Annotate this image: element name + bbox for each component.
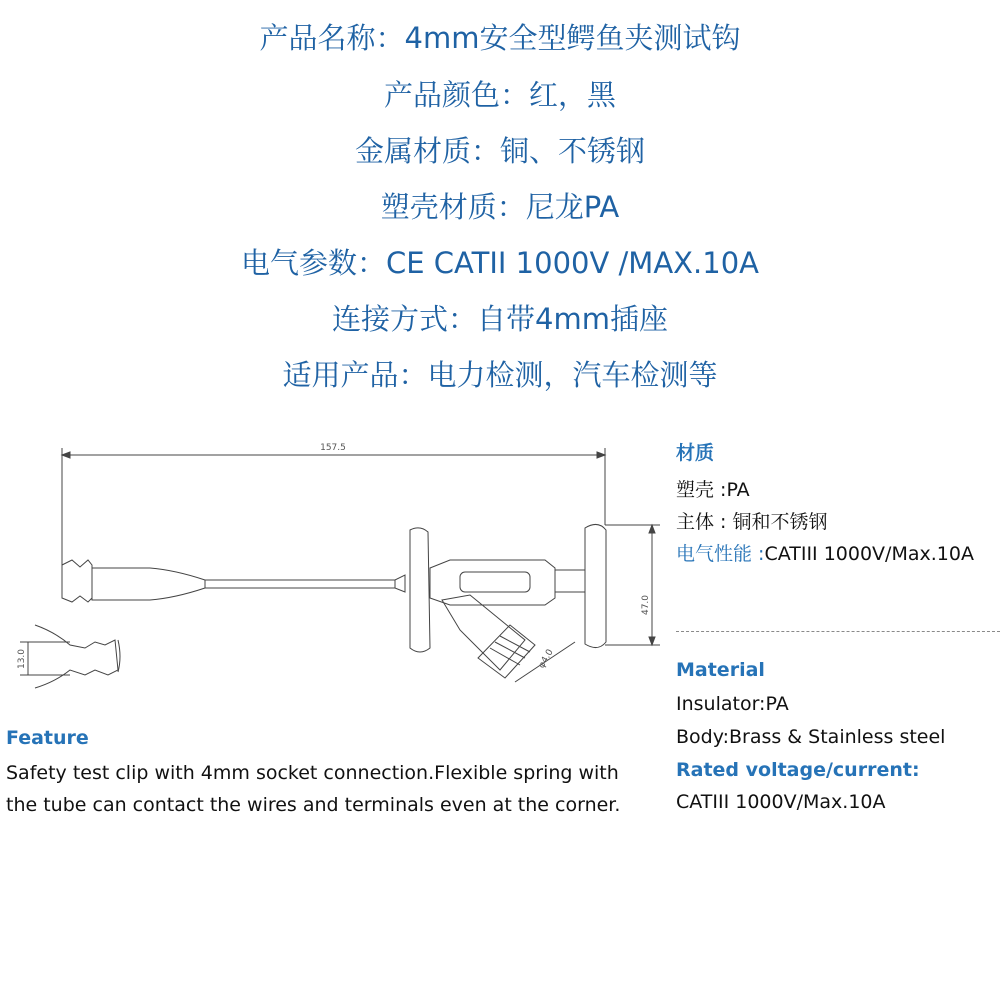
spec-application: 适用产品：电力检测，汽车检测等 (282, 358, 718, 392)
arrow-left (62, 452, 70, 458)
angled-socket (442, 595, 525, 670)
hook-nose (92, 568, 205, 600)
socket-grip (478, 625, 535, 678)
panel-divider (676, 631, 1000, 632)
feature-heading: Feature (6, 727, 89, 749)
en-rating-heading: Rated voltage/current: (676, 759, 920, 781)
arrow-right (597, 452, 605, 458)
socket-ridge-2 (495, 642, 525, 658)
spec-shell-material: 塑壳材质：尼龙PA (380, 190, 620, 224)
front-flange (410, 528, 430, 652)
height-label: 47.0 (641, 594, 651, 616)
socket-label: φ4.0 (536, 647, 556, 671)
spec-product-name: 产品名称：4mm安全型鳄鱼夹测试钩 (259, 21, 741, 55)
en-body: Body:Brass & Stainless steel (676, 726, 946, 748)
cn-material-heading: 材质 (676, 442, 715, 464)
rear-flange (585, 524, 606, 647)
feature-text: Safety test clip with 4mm socket connection.Flexible spring with the tube can contact the wires and terminals even at the corner. (6, 762, 621, 816)
cn-rating (676, 541, 974, 567)
cn-insulator: 塑壳 :PA (676, 479, 750, 501)
hook-tube (205, 575, 405, 592)
spec-product-color: 产品颜色：红，黑 (383, 78, 616, 112)
socket-ridge-3 (500, 636, 530, 652)
handle-window (460, 572, 530, 592)
spec-metal-material: 金属材质：铜、不锈钢 (354, 134, 645, 168)
spec-connection: 连接方式：自带4mm插座 (332, 302, 668, 336)
arrow-bottom (649, 637, 655, 645)
hook-tube-body (205, 580, 395, 588)
en-rating-value: CATIII 1000V/Max.10A (676, 791, 886, 813)
handle-body (430, 560, 555, 605)
en-material-heading: Material (676, 659, 765, 681)
jaw-label: 13.0 (17, 648, 27, 670)
cn-rating-label: 电气性能 : (676, 543, 765, 565)
jaw-side-view (35, 625, 118, 688)
plunger (555, 570, 585, 592)
spec-electrical: 电气参数：CE CATII 1000V /MAX.10A (241, 246, 759, 280)
hook-jaws (62, 560, 92, 602)
technical-drawing (0, 420, 660, 720)
arrow-top (649, 525, 655, 533)
socket-ridge-1 (490, 648, 520, 665)
cn-body: 主体 : 铜和不锈钢 (676, 511, 828, 533)
length-label: 157.5 (320, 443, 346, 453)
cn-rating-value: CATIII 1000V/Max.10A (764, 543, 974, 565)
en-insulator: Insulator:PA (676, 693, 789, 715)
jaw-side-cut (118, 640, 120, 672)
